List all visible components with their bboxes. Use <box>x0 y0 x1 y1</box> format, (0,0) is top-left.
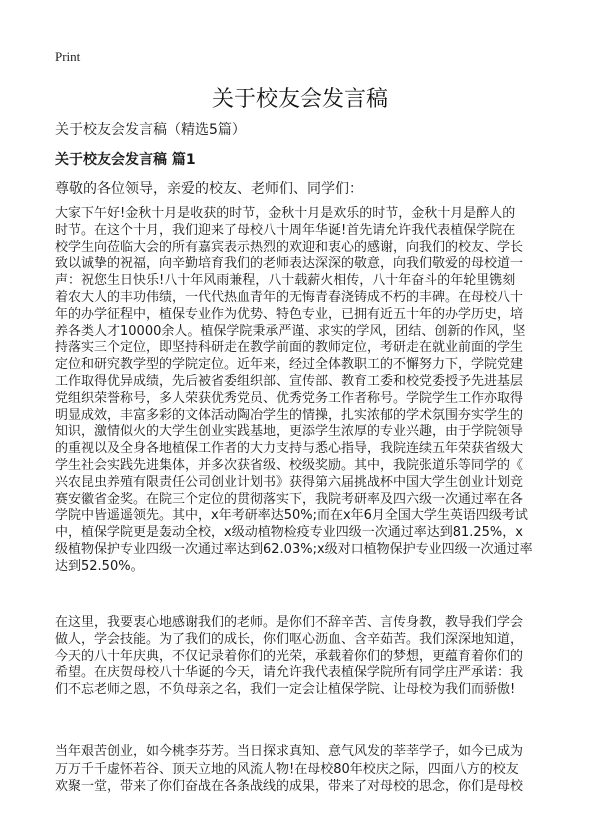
text-line: 明显成效，丰富多彩的文体活动陶冶学生的情操，扎实浓郁的学术氛围夯实学生的 <box>55 407 524 423</box>
paragraph-3 <box>55 743 545 796</box>
text-line: 年的办学征程中，植保专业作为优势、特色专业，已拥有近五十年的办学历史，培 <box>55 306 524 322</box>
text-line: 们不忘老师之恩，不负母亲之名，我们一定会让植保学院、让母校为我们而骄傲! <box>55 682 516 698</box>
document-subtitle: 关于校友会发言稿（精选5篇） <box>55 122 246 138</box>
text-line: 持落实三个定位，即坚持科研走在教学前面的教师定位，考研走在就业前面的学生 <box>55 340 524 356</box>
document-title: 关于校友会发言稿 <box>211 87 388 112</box>
text-line: 定位和研究教学型的学院定位。近年来，经过全体教职工的不懈努力下，学院党建 <box>55 357 524 373</box>
text-line: 的重视以及全身各地植保工作者的大力支持与悉心指导，我院连续五年荣获省级大 <box>55 441 524 457</box>
text-line: 赛安徽省金奖。在院三个定位的贯彻落实下，我院考研率及四六级一次通过率在各 <box>55 491 524 507</box>
text-line: 知识，激情似火的大学生创业实践基地，更添学生浓厚的专业兴趣，由于学院领导 <box>55 424 524 440</box>
text-line: 党组织荣誉称号，多人荣获优秀党员、优秀党务工作者称号。学院学生工作亦取得 <box>55 390 524 406</box>
text-line: 当年艰苦创业，如今桃李芬芳。当日探求真知、意气风发的莘莘学子，如今已成为 <box>55 744 524 759</box>
paragraph-2 <box>55 615 545 699</box>
text-line: 工作取得优异成绩，先后被省委组织部、宣传部、教育工委和校党委授予先进基层 <box>55 373 524 389</box>
text-line: 校学生向莅临大会的所有嘉宾表示热烈的欢迎和衷心的感谢，向我们的校友、学长 <box>55 239 524 255</box>
text-line: 声：祝您生日快乐!八十年风雨兼程，八十载薪火相传，八十年奋斗的年轮里镌刻 <box>55 273 516 289</box>
salutation: 尊敬的各位领导，亲爱的校友、老师们、同学们： <box>55 181 363 197</box>
text-line: 达到52.50%。 <box>55 558 144 574</box>
text-line: 中，植保学院更是轰动全校，x级动植物检疫专业四级一次通过率达到81.25%，x <box>55 525 523 541</box>
text-line: 欢聚一堂，带来了你们奋战在各条战线的成果，带来了对母校的思念，你们是母校 <box>55 779 524 794</box>
text-line: 在这里，我要衷心地感谢我们的老师。是你们不辞辛苦、言传身教，教导我们学会 <box>55 615 524 630</box>
text-line: 致以诚挚的祝福，向辛勤培育我们的老师表达深深的敬意，向我们敬爱的母校道一 <box>55 256 524 272</box>
paragraph-1 <box>55 206 545 576</box>
text-line: 今天的八十年庆典，不仅记录着你们的光荣，承载着你们的梦想，更蕴育着你们的 <box>55 648 524 664</box>
text-line: 着农大人的丰功伟绩，一代代热血青年的无悔青春浇铸成不朽的丰碑。在母校八十 <box>55 289 524 305</box>
text-line: 做人，学会技能。为了我们的成长，你们呕心沥血、含辛茹苦。我们深深地知道， <box>55 631 524 647</box>
text-line: 希望。在庆贺母校八十华诞的今天，请允许我代表植保学院所有同学庄严承诺：我 <box>55 665 524 681</box>
text-line: 万万千千虚怀若谷、顶天立地的风流人物!在母校80年校庆之际，四面八方的校友 <box>55 761 519 777</box>
text-line: 养各类人才10000余人。植保学院秉承严谨、求实的学风，团结、创新的作风，坚 <box>55 323 526 339</box>
text-line: 学生社会实践先进集体，并多次获省级、校级奖励。其中，我院张道乐等同学的《 <box>55 457 524 473</box>
text-line: 学院中皆遥遥领先。其中，x年考研率达50%;而在x年6月全国大学生英语四级考试 <box>55 508 528 524</box>
section-heading: 关于校友会发言稿 篇1 <box>55 152 196 168</box>
text-line: 大家下午好!金秋十月是收获的时节，金秋十月是欢乐的时节，金秋十月是醉人的 <box>55 206 516 221</box>
text-line: 时节。在这个十月，我们迎来了母校八十周年华诞!首先请允许我代表植保学院在 <box>55 222 516 238</box>
print-link[interactable]: Print <box>55 49 81 64</box>
text-line: 兴农昆虫养殖有限责任公司创业计划书》获得第六届挑战杯中国大学生创业计划竞 <box>55 474 524 490</box>
text-line: 级植物保护专业四级一次通过率达到62.03%;x级对口植物保护专业四级一次通过率 <box>55 541 533 557</box>
